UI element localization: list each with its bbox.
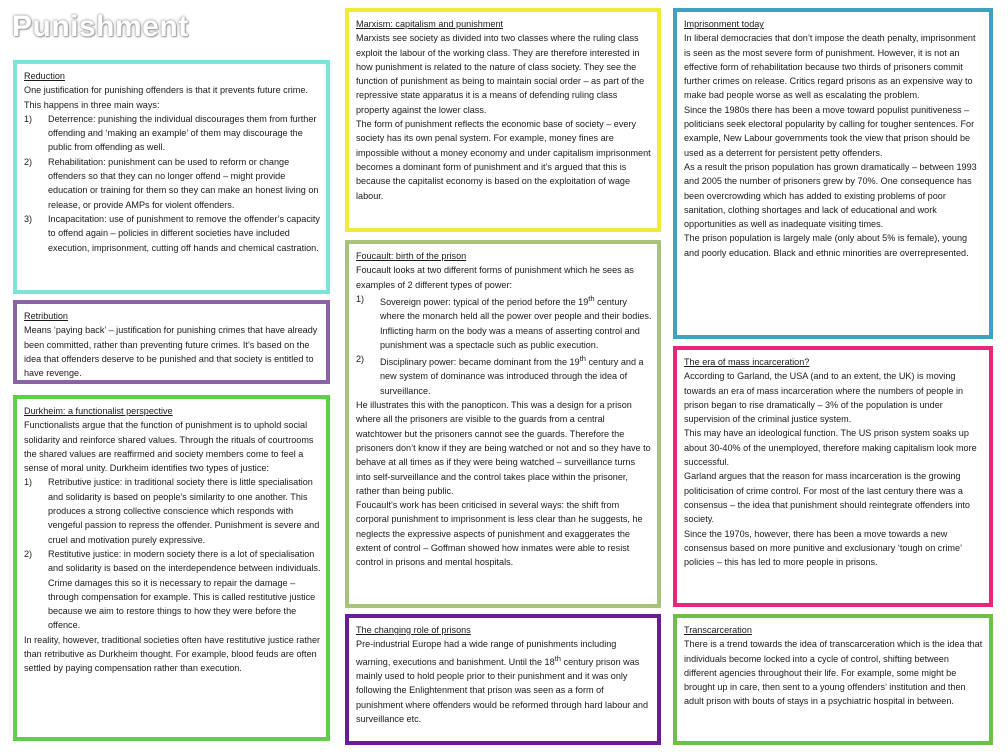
list-item <box>24 112 321 155</box>
page-title: Punishment <box>12 10 189 43</box>
list-item <box>24 212 321 255</box>
durkheim-heading: Durkheim: a functionalist perspective <box>24 406 173 416</box>
list-item <box>356 292 652 352</box>
durkheim-intro: Functionalists argue that the function of punishment is to uphold social solidarity and reinforce shared values. Through the rituals of courtrooms the shared values are reaffirmed and society members come to feel a sense of moral unity. Durkheim identifies two types of justice: <box>24 420 314 474</box>
list-text: Restitutive justice: in modern society there is a lot of specialisation and solidarity is based on the interdependence between individuals. Crime damages this so it is necessary to repair the damage – through compensation for example. This is called restitutive justice because we aim to restore things to how they were before the offence. <box>48 548 321 631</box>
transcarceration-heading: Transcarceration <box>684 625 752 635</box>
list-text: Incapacitation: use of punishment to remove the offender’s capacity to offend again – policies in different societies have included execution, imprisonment, cutting off hands and chemical castration. <box>48 213 320 253</box>
imprisonment-paragraph: The prison population is largely male (only about 5% is female), young and poorly education. Black and ethnic minorities are overrepresented. <box>684 233 969 258</box>
durkheim-panel <box>13 395 330 741</box>
list-number: 1) <box>24 113 33 124</box>
durkheim-outro: In reality, however, traditional societies often have restitutive justice rather than retributive as Durkheim thought. For example, blood feuds are often settled by paying compensation rather than execution. <box>24 634 321 674</box>
foucault-paragraph: Foucault’s work has been criticised in several ways: the shift from corporal punishment to imprisonment is less clear than he suggests, he neglects the expressive aspects of punishment and exaggerates the extent of control – Goffman showed how inmates were able to resist control in prisons and mental hospitals. <box>356 500 643 568</box>
mass-paragraph: This may have an ideological function. The US prison system soaks up about 30-40% of the unemployed, therefore making capitalism look more successful. <box>684 428 977 468</box>
foucault-heading: Foucault: birth of the prison <box>356 251 467 261</box>
imprisonment-paragraph: As a result the prison population has grown dramatically – between 1993 and 2005 the number of prisoners grew by 70%. One consequence has been overcrowding which has added to existing problems of poor sanitation, clothing shortages and lack of educational and work opportunities as well as inadequate visiting times. <box>684 161 977 230</box>
superscript: th <box>554 653 561 663</box>
mass-paragraph: Since the 1970s, however, there has been a move towards a new consensus based on more punitive and exclusionary ‘tough on crime’ policies – this has led to more people in prisons. <box>684 528 962 568</box>
imprisonment-today-panel <box>673 8 993 339</box>
list-item <box>356 352 652 398</box>
reduction-intro: One justification for punishing offenders is that it prevents future crime. This happens in three main ways: <box>24 85 308 110</box>
marxism-paragraph: The form of punishment reflects the economic base of society – every society has its own penal system. For example, money fines are impossible without a money economy and under capitalism imprisonment becomes a dominant form of punishment and it’s argued that this is because the capitalist economy is based on the exploitation of wage labour. <box>356 119 651 201</box>
superscript: th <box>588 293 595 303</box>
list-item <box>24 155 321 212</box>
transcarceration-panel <box>673 614 993 745</box>
list-item <box>24 475 321 546</box>
reduction-heading: Reduction <box>24 71 65 81</box>
mass-paragraph: According to Garland, the USA (and to an extent, the UK) is moving towards an era of mass incarceration where the numbers of people in prison began to rise dramatically – 3% of the population is under supervision of the criminal justice system. <box>684 371 964 425</box>
changing-role-text <box>356 637 652 726</box>
retribution-text: Means ‘paying back’ – justification for punishing crimes that have already been committed, rather than preventing future crimes. It’s based on the idea that offenders deserve to be punished and that society is entitled to have revenge. <box>24 325 318 379</box>
foucault-paragraph: He illustrates this with the panopticon. This was a design for a prison where all the prisoners are visible to the guards from a central watchtower but the prisoners cannot see the guards. Therefore the prisoners don’t know if they are being watched or not and so they have to behave at all times as if they were being watched – surveillance turns into self-surveillance and the control takes place within the prisoner, rather than being public. <box>356 400 651 496</box>
retribution-panel <box>13 300 330 384</box>
changing-role-panel <box>345 614 661 745</box>
foucault-panel <box>345 240 661 608</box>
foucault-list <box>356 292 652 398</box>
retribution-heading: Retribution <box>24 311 68 321</box>
list-text: century and a new system of dominance was introduced through the idea of surveillance. <box>380 357 644 396</box>
marxism-paragraph: Marxists see society as divided into two classes where the ruling class exploit the labour of the working class. They are therefore interested in how punishment is related to the nature of class society. They see the function of punishment as being to maintain social order – as part of the repressive state apparatus it is a means of defending ruling class property against the lower class. <box>356 33 645 115</box>
list-number: 3) <box>24 213 33 224</box>
changing-role-heading: The changing role of prisons <box>356 625 471 635</box>
list-number: 2) <box>356 354 365 365</box>
list-text: Retributive justice: in traditional society there is little specialisation and solidarity is based on people’s similarity to one another. This produces a strong collective conscience which responds with vengeful passion to repress the offender. Punishment is severe and cruel and motivation purely expressive. <box>48 477 320 545</box>
mass-incarceration-panel <box>673 346 993 607</box>
reduction-list <box>24 112 321 255</box>
mass-incarceration-heading: The era of mass incarceration? <box>684 357 810 367</box>
list-text: Deterrence: punishing the individual discourages them from further offending and ‘making an example’ of them may discourage the public from offending as well. <box>48 113 317 153</box>
reduction-panel <box>13 60 330 294</box>
mass-paragraph: Garland argues that the reason for mass incarceration is the growing politicisation of crime control. For most of the last century there was a consensus – the idea that punishment should reintegrate offenders into society. <box>684 471 970 525</box>
list-text: century where the monarch held all the power over people and their bodies. Inflicting harm on the body was a means of asserting control and punishment was a spectacle such as public execution. <box>380 296 652 350</box>
list-number: 2) <box>24 548 33 559</box>
durkheim-list <box>24 475 321 632</box>
list-number: 2) <box>24 156 33 167</box>
list-text: Sovereign power: typical of the period before the 19 <box>380 296 589 307</box>
list-number: 1) <box>356 293 365 304</box>
foucault-intro: Foucault looks at two different forms of punishment which he sees as examples of 2 different types of power: <box>356 265 634 290</box>
list-text: Disciplinary power: became dominant from the 19 <box>380 357 580 368</box>
imprisonment-today-heading: Imprisonment today <box>684 19 764 29</box>
text-part: Pre-industrial Europe had a wide range of punishments including warning, executions and banishment. Until the 18 <box>356 639 617 667</box>
list-number: 1) <box>24 477 33 488</box>
marxism-panel <box>345 8 661 232</box>
transcarceration-text: There is a trend towards the idea of transcarceration which is the idea that individuals become locked into a cycle of control, shifting between different agencies throughout their life. For example, some might be brought up in care, then sent to a young offenders’ institution and then adult prison with bouts of stays in a psychiatric hospital in between. <box>684 639 983 707</box>
imprisonment-paragraph: Since the 1980s there has been a move toward populist punitiveness – politicians seek electoral popularity by calling for tougher sentences. For example, New Labour governments took the view that prison should be used as a deterrent for persistent petty offenders. <box>684 104 975 158</box>
superscript: th <box>579 354 586 364</box>
list-text: Rehabilitation: punishment can be used to reform or change offenders so that they can no longer offend – might provide education or training for them so they can make an honest living on release, or provide AMPs for violent offenders. <box>48 156 319 210</box>
imprisonment-paragraph: In liberal democracies that don’t impose the death penalty, imprisonment is seen as the most severe form of punishment. However, it is not an effective form of rehabilitation because two thirds of prisoners commit further crimes on release. Critics regard prisons as an expensive way to make bad people worse as well as escalating the problem. <box>684 33 976 101</box>
marxism-heading: Marxism: capitalism and punishment <box>356 19 504 29</box>
text-part: century prison was mainly used to hold people prior to their punishment and it was only following the Enlightenment that prison was seen as a form of punishment where offenders would be reformed through hard labour and surveillance etc. <box>356 656 649 724</box>
list-item <box>24 547 321 633</box>
